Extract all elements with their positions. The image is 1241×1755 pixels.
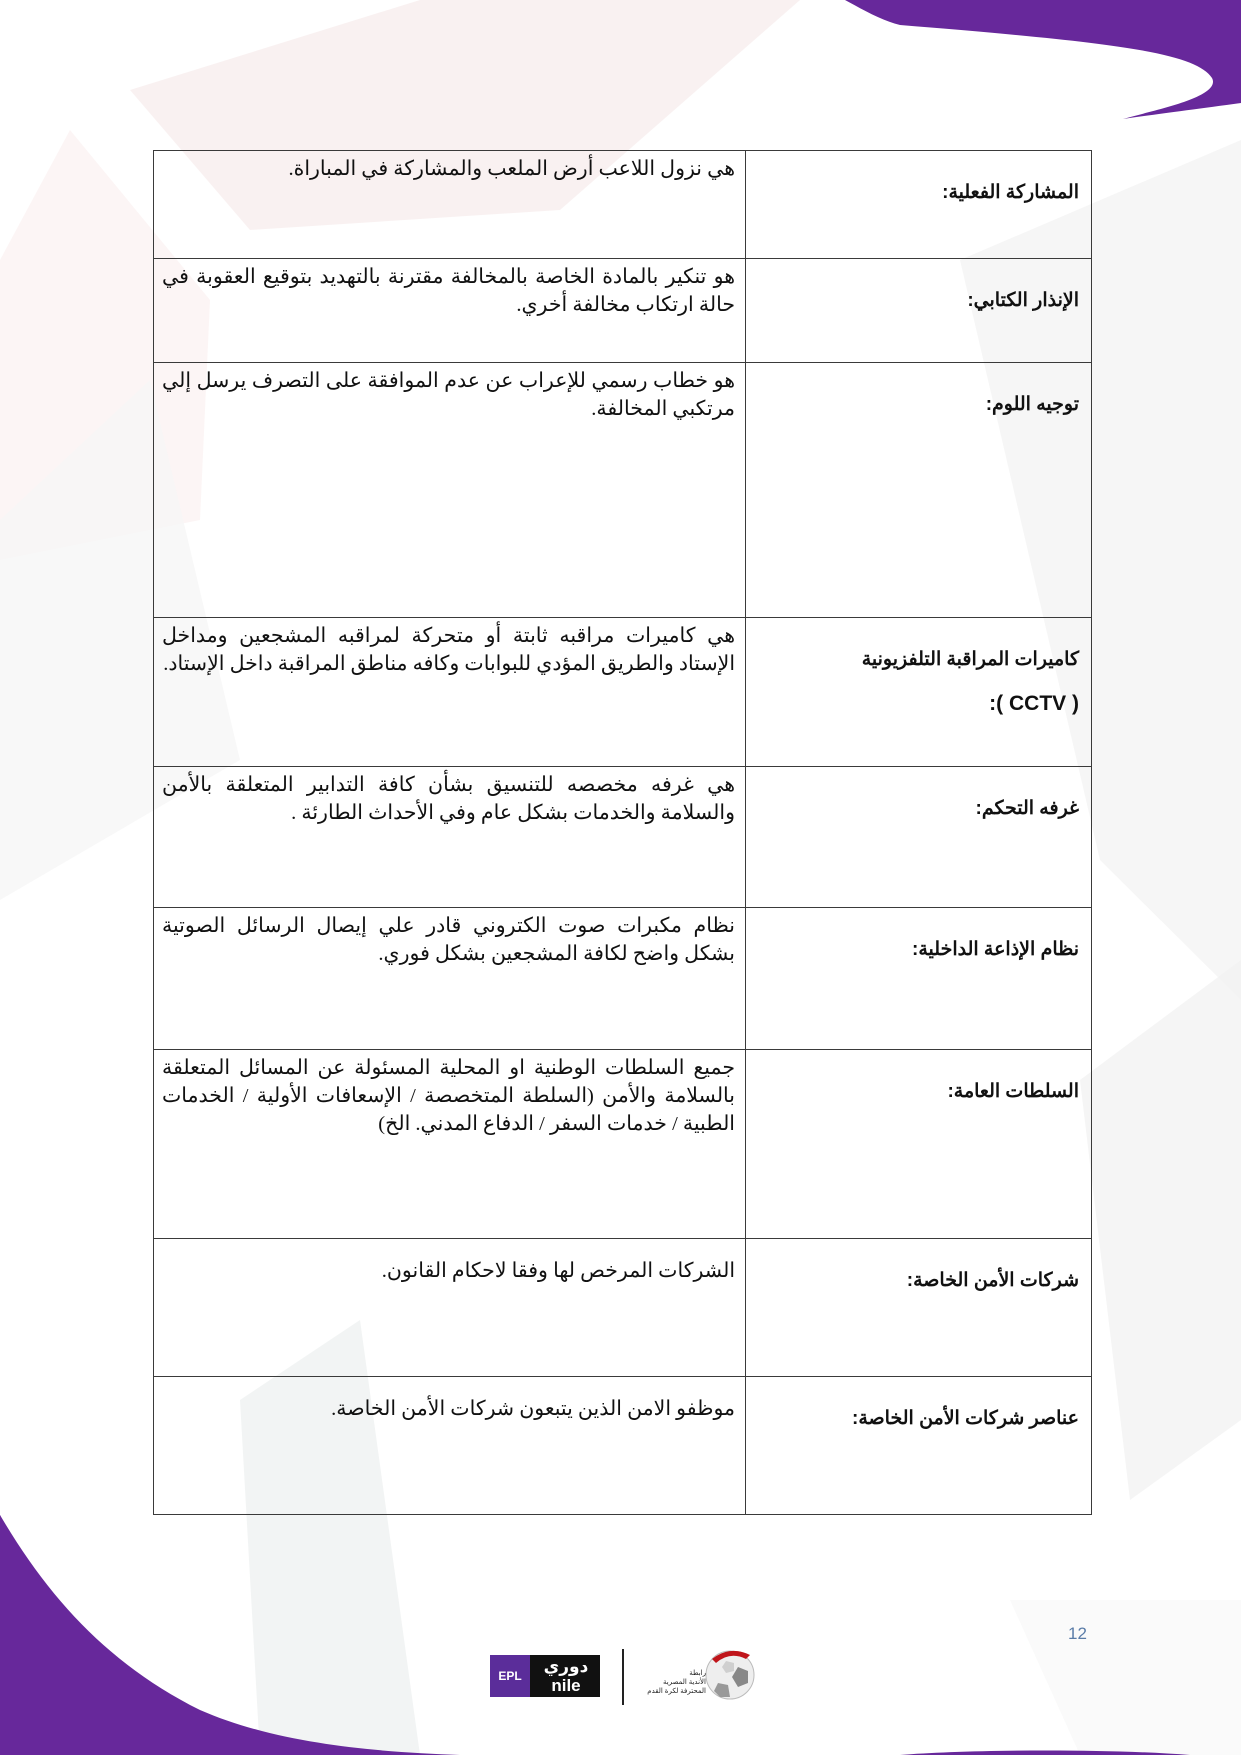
epl-wordmark: [534, 1657, 598, 1695]
definition-text: موظفو الامن الذين يتبعون شركات الأمن الخاصة.: [331, 1398, 736, 1420]
definition-cell: [154, 259, 746, 363]
table-row: [154, 1377, 1092, 1515]
definition-text: هو خطاب رسمي للإعراب عن عدم الموافقة على التصرف يرسل إلي مرتكبي المخالفة.: [162, 370, 736, 420]
definition-cell: [154, 618, 746, 767]
definition-cell: [154, 1239, 746, 1377]
term-cell: [746, 1377, 1092, 1515]
term-cell: [746, 1050, 1092, 1239]
term-cell: [746, 151, 1092, 259]
table-row: [154, 151, 1092, 259]
term-cell: [746, 363, 1092, 618]
term-label-line1: كاميرات المراقبة التلفزيونية: [861, 649, 1079, 670]
league-line: رابطة: [689, 1670, 706, 1677]
term-label: عناصر شركات الأمن الخاصة:: [852, 1408, 1079, 1429]
term-label: السلطات العامة:: [947, 1081, 1079, 1102]
definition-text: هي كاميرات مراقبه ثابتة أو متحركة لمراقبه المشجعين ومداخل الإستاد والطريق المؤدي للبوابات وكافه مناطق المراقبة داخل الإستاد.: [162, 625, 736, 675]
definitions-table: [153, 150, 1092, 1515]
table-row: [154, 363, 1092, 618]
term-label: المشاركة الفعلية:: [942, 182, 1079, 203]
egyptian-league-logo: [640, 1645, 760, 1707]
term-label: نظام الإذاعة الداخلية:: [912, 939, 1079, 960]
definition-cell: [154, 767, 746, 908]
football-icon: [702, 1645, 758, 1701]
epl-word-bottom: nile: [551, 1676, 581, 1695]
term-cell: [746, 908, 1092, 1050]
league-line: المحترفة لكرة القدم: [647, 1688, 706, 1695]
top-swoosh: [845, 0, 1241, 119]
term-label-line2: ( CCTV ):: [989, 692, 1079, 715]
term-cell: [746, 618, 1092, 767]
term-label: شركات الأمن الخاصة:: [906, 1270, 1079, 1291]
epl-badge: EPL: [490, 1655, 530, 1697]
table-row: [154, 1239, 1092, 1377]
term-cell: [746, 1239, 1092, 1377]
definition-cell: [154, 363, 746, 618]
epl-word-top: دوري: [543, 1657, 589, 1676]
definition-text: جميع السلطات الوطنية او المحلية المسئولة عن المسائل المتعلقة بالسلامة والأمن (السلطة المتخصصة / الإسعافات الأولية / الخدمات الطبية / خدمات السفر / الدفاع المدني. الخ): [162, 1057, 736, 1135]
definition-text: نظام مكبرات صوت الكتروني قادر علي إيصال الرسائل الصوتية بشكل واضح لكافة المشجعين بشكل فوري.: [162, 915, 736, 965]
table-row: [154, 1050, 1092, 1239]
definition-cell: [154, 1377, 746, 1515]
definition-cell: [154, 151, 746, 259]
logo-divider: [622, 1649, 624, 1705]
table-row: [154, 618, 1092, 767]
page-number: 12: [1068, 1624, 1087, 1643]
definition-cell: [154, 1050, 746, 1239]
term-label: توجيه اللوم:: [985, 394, 1079, 415]
term-label: [746, 618, 1091, 726]
term-label: غرفه التحكم:: [975, 798, 1079, 819]
league-name: [640, 1669, 706, 1696]
definition-text: هي نزول اللاعب أرض الملعب والمشاركة في المباراة.: [288, 158, 736, 180]
definition-text: هي غرفه مخصصه للتنسيق بشأن كافة التدابير المتعلقة بالأمن والسلامة والخدمات بشكل عام وفي الأحداث الطارئة .: [162, 774, 736, 824]
table-row: [154, 767, 1092, 908]
table-row: [154, 259, 1092, 363]
term-cell: [746, 767, 1092, 908]
league-line: الأندية المصرية: [663, 1679, 706, 1686]
nile-league-logo: [490, 1655, 600, 1697]
definition-cell: [154, 908, 746, 1050]
footer-logos: [480, 1645, 760, 1707]
definition-text: هو تنكير بالمادة الخاصة بالمخالفة مقترنة بالتهديد بتوقيع العقوبة في حالة ارتكاب مخالفة أخري.: [162, 266, 736, 316]
term-cell: [746, 259, 1092, 363]
term-label: الإنذار الكتابي:: [967, 290, 1079, 311]
table-row: [154, 908, 1092, 1050]
definition-text: الشركات المرخص لها وفقا لاحكام القانون.: [381, 1260, 736, 1282]
